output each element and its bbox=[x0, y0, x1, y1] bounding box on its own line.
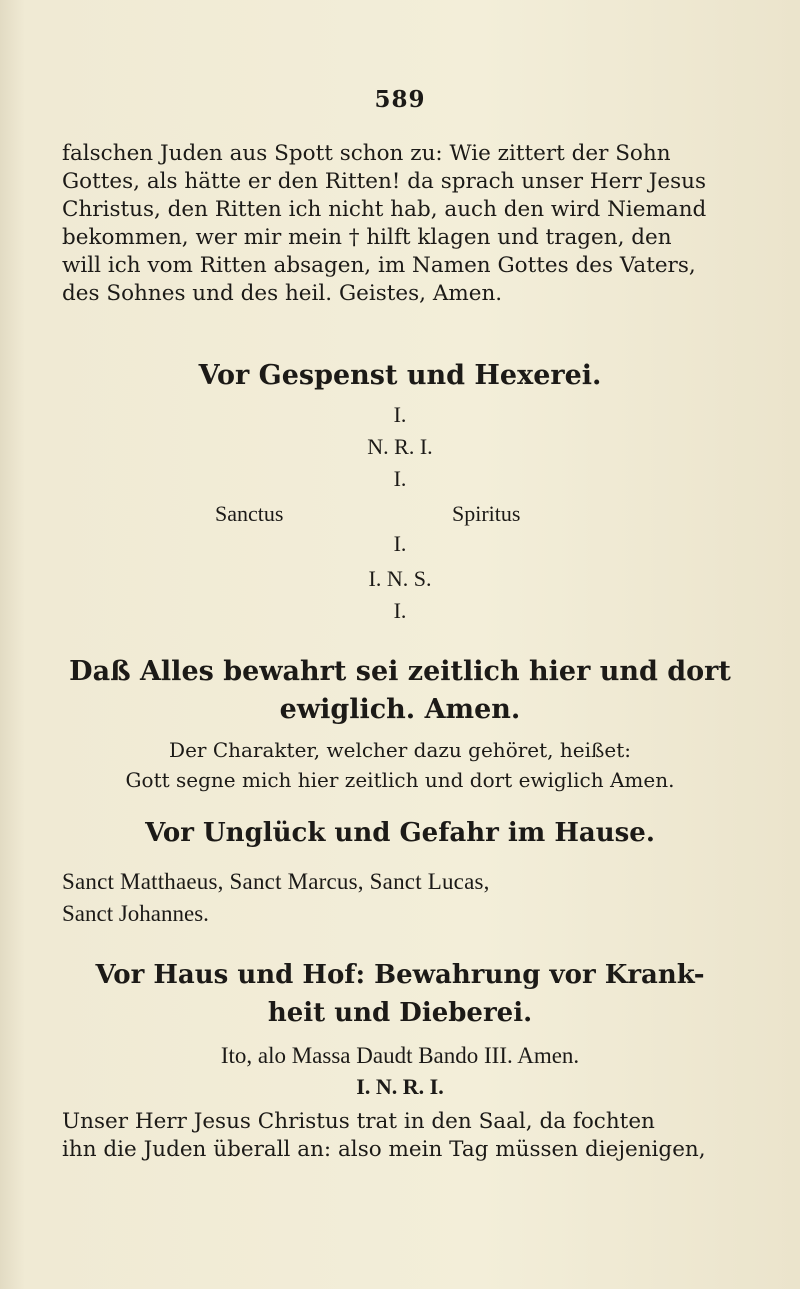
text-line: Christus, den Ritten ich nicht hab, auch den wird Niemand bbox=[62, 197, 707, 222]
cross-ins: I. N. S. bbox=[368, 566, 432, 591]
text-line: Unser Herr Jesus Christus trat in den Saal, da fochten bbox=[62, 1109, 655, 1134]
text-line: des Sohnes und des heil. Geistes, Amen. bbox=[62, 281, 503, 306]
cross-top: I. bbox=[393, 402, 407, 427]
character-line: Der Charakter, welcher dazu gehöret, heißet: bbox=[169, 738, 631, 762]
text-line: falschen Juden aus Spott schon zu: Wie zittert der Sohn bbox=[62, 141, 671, 166]
section-heading-house-2: heit und Dieberei. bbox=[267, 998, 533, 1028]
inri-line: I. N. R. I. bbox=[356, 1074, 444, 1099]
formula-line: Ito, alo Massa Daudt Bando III. Amen. bbox=[220, 1043, 580, 1068]
text-line: bekommen, wer mir mein † hilft klagen und tragen, den bbox=[62, 225, 672, 250]
cross-third: I. bbox=[393, 466, 407, 491]
page-number: 589 bbox=[374, 86, 426, 113]
cross-inri: N. R. I. bbox=[367, 434, 433, 459]
intro-paragraph bbox=[62, 140, 714, 308]
cross-fourth: I. bbox=[393, 531, 407, 556]
evangelists-line: Sanct Johannes. bbox=[62, 901, 209, 926]
section-heading-ghosts: Vor Gespenst und Hexerei. bbox=[198, 360, 602, 391]
text-line: Gottes, als hätte er den Ritten! da sprach unser Herr Jesus bbox=[62, 169, 706, 194]
cross-right-word: Spiritus bbox=[452, 501, 521, 526]
evangelists-line: Sanct Matthaeus, Sanct Marcus, Sanct Lucas, bbox=[62, 869, 490, 894]
section-heading-house-1: Vor Haus und Hof: Bewahrung vor Krank- bbox=[95, 960, 705, 990]
text-line: ihn die Juden überall an: also mein Tag müssen diejenigen, bbox=[62, 1137, 706, 1162]
section-heading-misfortune: Vor Unglück und Gefahr im Hause. bbox=[145, 818, 655, 848]
text-line: will ich vom Ritten absagen, im Namen Gottes des Vaters, bbox=[62, 253, 696, 278]
section-heading-preserved-1: Daß Alles bewahrt sei zeitlich hier und dort bbox=[69, 656, 731, 687]
blessing-line: Gott segne mich hier zeitlich und dort ewiglich Amen. bbox=[125, 768, 675, 792]
cross-left-word: Sanctus bbox=[215, 501, 284, 526]
cross-bottom: I. bbox=[393, 598, 407, 623]
section-heading-preserved-2: ewiglich. Amen. bbox=[279, 694, 521, 725]
closing-paragraph bbox=[62, 1108, 714, 1164]
